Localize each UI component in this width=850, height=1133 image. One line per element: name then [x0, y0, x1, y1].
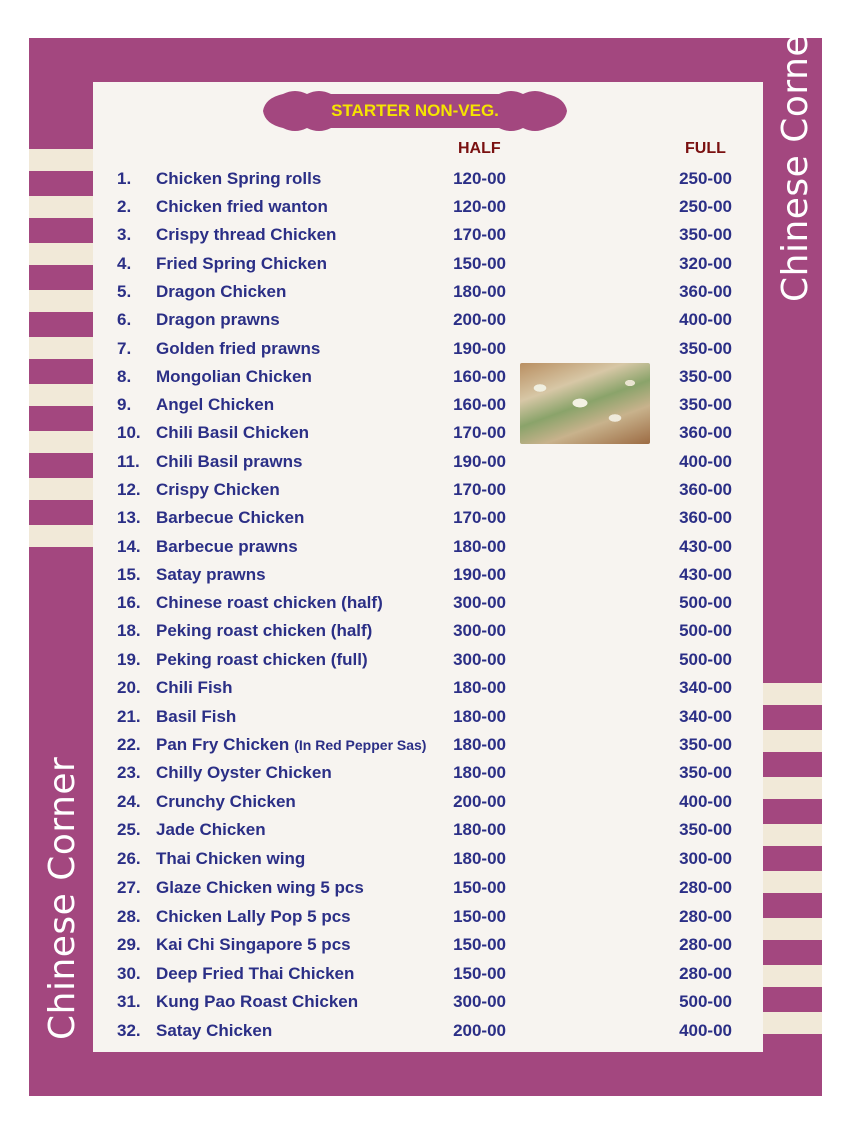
item-price-half: 170-00: [453, 225, 506, 244]
item-number: 6.: [117, 310, 132, 329]
item-price-half: 300-00: [453, 650, 506, 669]
item-price-full: 350-00: [679, 763, 732, 782]
item-price-half: 150-00: [453, 878, 506, 897]
menu-item-row: [0, 533, 850, 561]
item-price-half: 120-00: [453, 197, 506, 216]
item-number: 1.: [117, 169, 132, 188]
item-price-half: 170-00: [453, 480, 506, 499]
item-price-full: 400-00: [679, 792, 732, 811]
menu-item-row: [0, 874, 850, 902]
item-price-full: 280-00: [679, 878, 732, 897]
item-price-full: 280-00: [679, 907, 732, 926]
item-price-full: 280-00: [679, 964, 732, 983]
item-price-half: 180-00: [453, 678, 506, 697]
item-name: Barbecue Chicken: [156, 508, 305, 527]
item-name: Chilly Oyster Chicken: [156, 763, 332, 782]
menu-item-row: [0, 731, 850, 759]
item-price-full: 350-00: [679, 735, 732, 754]
menu-item-row: [0, 561, 850, 589]
item-price-full: 500-00: [679, 650, 732, 669]
item-price-full: 250-00: [679, 197, 732, 216]
item-price-half: 170-00: [453, 423, 506, 442]
item-price-full: 500-00: [679, 621, 732, 640]
item-name: Kai Chi Singapore 5 pcs: [156, 935, 351, 954]
item-name: Kung Pao Roast Chicken: [156, 992, 359, 1011]
item-name-with-note: [156, 735, 426, 755]
item-name: Peking roast chicken (full): [156, 650, 368, 669]
item-price-full: 430-00: [679, 565, 732, 584]
item-number: 15.: [117, 565, 141, 584]
item-number: 20.: [117, 678, 141, 697]
item-price-half: 300-00: [453, 621, 506, 640]
item-name: Chinese roast chicken (half): [156, 593, 383, 612]
item-price-half: 200-00: [453, 1021, 506, 1040]
menu-item-row: [0, 419, 850, 447]
item-price-half: 180-00: [453, 735, 506, 754]
item-number: 28.: [117, 907, 141, 926]
item-price-full: 350-00: [679, 339, 732, 358]
menu-item-row: [0, 165, 850, 193]
item-name: Crispy Chicken: [156, 480, 280, 499]
item-name: Dragon Chicken: [156, 282, 287, 301]
menu-item-row: [0, 845, 850, 873]
menu-item-row: [0, 363, 850, 391]
item-name: Mongolian Chicken: [156, 367, 312, 386]
menu-item-row: [0, 278, 850, 306]
item-number: 5.: [117, 282, 132, 301]
item-price-full: 350-00: [679, 820, 732, 839]
menu-item-row: [0, 703, 850, 731]
menu-item-row: [0, 504, 850, 532]
item-price-full: 350-00: [679, 225, 732, 244]
item-price-full: 400-00: [679, 1021, 732, 1040]
item-name: Chili Fish: [156, 678, 233, 697]
item-price-full: 360-00: [679, 282, 732, 301]
menu-item-row: [0, 617, 850, 645]
menu-item-row: [0, 391, 850, 419]
item-name: Basil Fish: [156, 707, 237, 726]
item-number: 23.: [117, 763, 141, 782]
item-number: 14.: [117, 537, 141, 556]
item-price-full: 500-00: [679, 593, 732, 612]
item-price-full: 340-00: [679, 707, 732, 726]
side-label-left: Chinese Corner: [42, 756, 83, 1040]
item-number: 21.: [117, 707, 141, 726]
item-name: Deep Fried Thai Chicken: [156, 964, 355, 983]
item-number: 12.: [117, 480, 141, 499]
item-name: Satay prawns: [156, 565, 266, 584]
item-number: 10.: [117, 423, 141, 442]
item-price-full: 320-00: [679, 254, 732, 273]
item-number: 32.: [117, 1021, 141, 1040]
item-number: 3.: [117, 225, 132, 244]
item-number: 27.: [117, 878, 141, 897]
item-price-half: 180-00: [453, 763, 506, 782]
side-label-right: Chinese Corner: [775, 18, 816, 302]
item-name: Peking roast chicken (half): [156, 621, 373, 640]
item-price-half: 150-00: [453, 254, 506, 273]
item-name: Glaze Chicken wing 5 pcs: [156, 878, 364, 897]
item-name: Dragon prawns: [156, 310, 280, 329]
menu-item-row: [0, 250, 850, 278]
item-number: 26.: [117, 849, 141, 868]
item-number: 13.: [117, 508, 141, 527]
item-name: Chicken fried wanton: [156, 197, 328, 216]
item-number: 19.: [117, 650, 141, 669]
item-number: 8.: [117, 367, 132, 386]
item-price-half: 120-00: [453, 169, 506, 188]
menu-item-row: [0, 931, 850, 959]
menu-item-row: [0, 193, 850, 221]
item-price-full: 430-00: [679, 537, 732, 556]
item-name: Pan Fry Chicken: [156, 735, 290, 754]
item-price-half: 200-00: [453, 792, 506, 811]
item-number: 24.: [117, 792, 141, 811]
item-price-half: 180-00: [453, 849, 506, 868]
item-name: Chicken Lally Pop 5 pcs: [156, 907, 351, 926]
section-title: STARTER NON-VEG.: [331, 101, 499, 120]
grilled-chicken-skewers-photo: [520, 363, 650, 444]
column-half-header: HALF: [458, 140, 501, 157]
menu-item-row: [0, 335, 850, 363]
item-name: Satay Chicken: [156, 1021, 273, 1040]
item-price-half: 300-00: [453, 593, 506, 612]
item-price-full: 500-00: [679, 992, 732, 1011]
item-price-full: 360-00: [679, 423, 732, 442]
item-price-half: 150-00: [453, 907, 506, 926]
item-price-full: 360-00: [679, 508, 732, 527]
item-name: Thai Chicken wing: [156, 849, 306, 868]
item-name: Barbecue prawns: [156, 537, 298, 556]
item-name: Golden fried prawns: [156, 339, 321, 358]
item-number: 7.: [117, 339, 132, 358]
item-price-full: 360-00: [679, 480, 732, 499]
item-price-half: 150-00: [453, 964, 506, 983]
menu-item-row: [0, 476, 850, 504]
item-name: Chili Basil prawns: [156, 452, 303, 471]
menu-item-row: [0, 306, 850, 334]
item-number: 16.: [117, 593, 141, 612]
item-name: Crunchy Chicken: [156, 792, 296, 811]
item-price-full: 300-00: [679, 849, 732, 868]
item-price-full: 350-00: [679, 395, 732, 414]
item-number: 30.: [117, 964, 141, 983]
item-price-full: 250-00: [679, 169, 732, 188]
item-number: 31.: [117, 992, 141, 1011]
item-price-full: 340-00: [679, 678, 732, 697]
item-price-half: 160-00: [453, 395, 506, 414]
item-name: Jade Chicken: [156, 820, 266, 839]
item-number: 22.: [117, 735, 141, 754]
menu-item-row: [0, 903, 850, 931]
item-number: 4.: [117, 254, 132, 273]
item-price-half: 180-00: [453, 820, 506, 839]
menu-item-row: [0, 960, 850, 988]
menu-item-row: [0, 816, 850, 844]
item-price-half: 180-00: [453, 537, 506, 556]
item-price-full: 400-00: [679, 310, 732, 329]
item-price-half: 200-00: [453, 310, 506, 329]
item-number: 11.: [117, 452, 140, 471]
item-number: 29.: [117, 935, 141, 954]
item-price-full: 400-00: [679, 452, 732, 471]
menu-item-row: [0, 988, 850, 1016]
item-number: 25.: [117, 820, 141, 839]
menu-item-row: [0, 788, 850, 816]
item-price-half: 150-00: [453, 935, 506, 954]
item-price-half: 190-00: [453, 565, 506, 584]
item-name: Angel Chicken: [156, 395, 275, 414]
menu-item-row: [0, 759, 850, 787]
item-price-half: 170-00: [453, 508, 506, 527]
item-number: 18.: [117, 621, 141, 640]
item-note: (In Red Pepper Sas): [294, 737, 427, 753]
menu-item-row: [0, 448, 850, 476]
menu-item-row: [0, 674, 850, 702]
item-price-full: 280-00: [679, 935, 732, 954]
column-full-header: FULL: [685, 140, 726, 157]
item-price-full: 350-00: [679, 367, 732, 386]
item-number: 2.: [117, 197, 132, 216]
item-price-half: 300-00: [453, 992, 506, 1011]
item-name: Chicken Spring rolls: [156, 169, 322, 188]
menu-item-row: [0, 589, 850, 617]
item-price-half: 180-00: [453, 707, 506, 726]
item-name: Chili Basil Chicken: [156, 423, 310, 442]
item-price-half: 190-00: [453, 339, 506, 358]
item-name: Crispy thread Chicken: [156, 225, 337, 244]
menu-item-row: [0, 1017, 850, 1045]
item-price-half: 160-00: [453, 367, 506, 386]
item-price-half: 180-00: [453, 282, 506, 301]
menu-item-row: [0, 221, 850, 249]
item-name: Fried Spring Chicken: [156, 254, 327, 273]
menu-item-row: [0, 646, 850, 674]
item-number: 9.: [117, 395, 132, 414]
item-price-half: 190-00: [453, 452, 506, 471]
